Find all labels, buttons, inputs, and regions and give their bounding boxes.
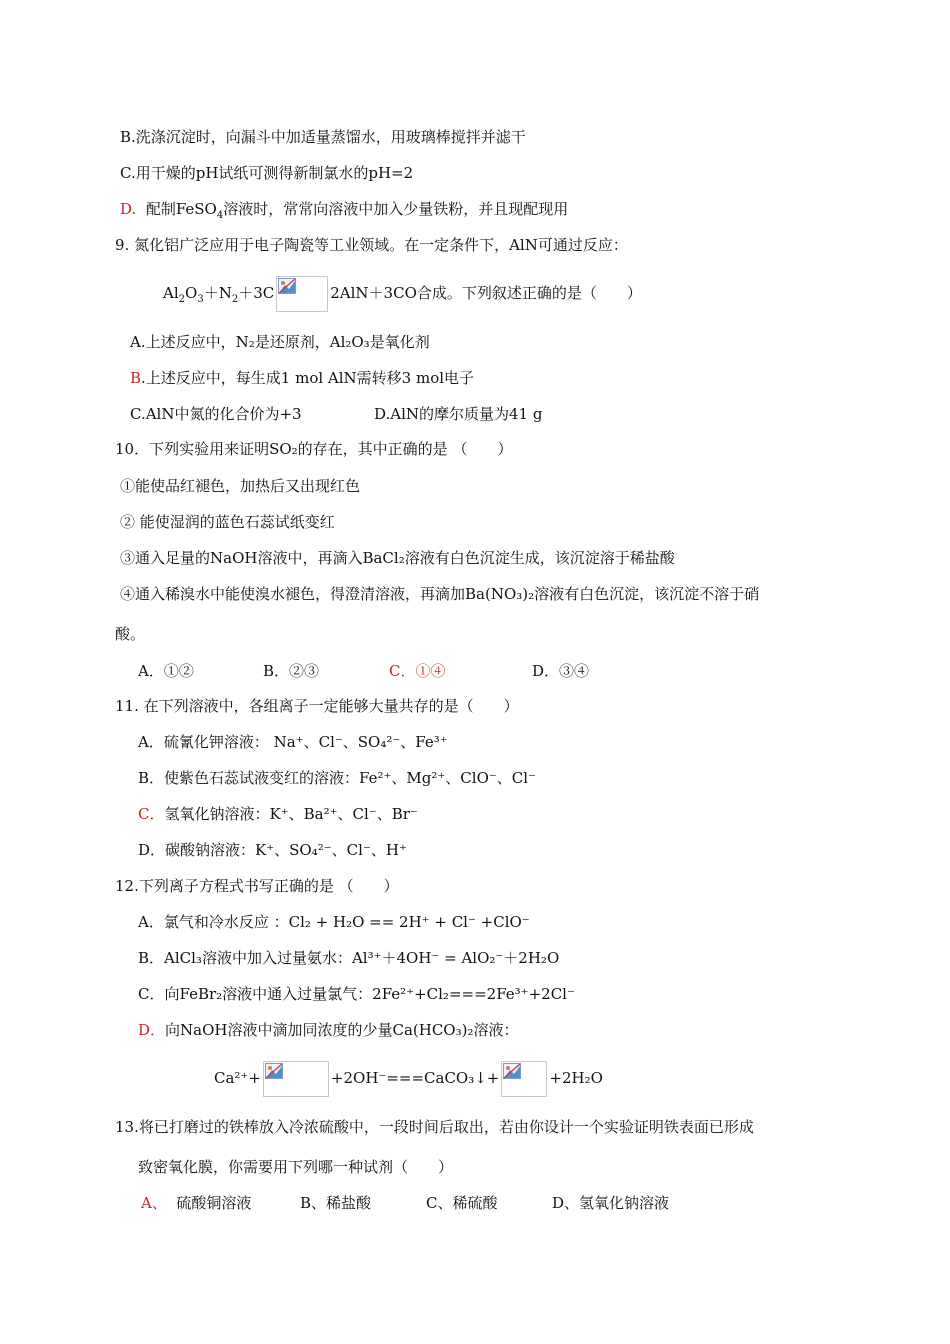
q10-option-c: C．①④ (389, 662, 446, 680)
q9-equation: $Al_2O_3+N_2+3C$ 2AlN＋3CO合成。下列叙述正确的是（ ） (163, 276, 642, 312)
q11-option-d: D．碳酸钠溶液：K⁺、SO₄²⁻、Cl⁻、H⁺ (138, 841, 407, 859)
q10-stem: 10．下列实验用来证明SO₂的存在，其中正确的是 （ ） (115, 440, 513, 458)
q8-option-c: C.用干燥的pH试纸可测得新制氯水的pH=2 (120, 164, 414, 182)
q9-stem: 9. 氮化铝广泛应用于电子陶瓷等工业领域。在一定条件下，AlN可通过反应： (115, 236, 628, 254)
q11-option-c: C．氢氧化钠溶液：K⁺、Ba²⁺、Cl⁻、Br⁻ (138, 805, 418, 823)
q9-option-d: D.AlN的摩尔质量为41 g (374, 405, 543, 423)
q8-option-d: D. 配制FeSO$_4$溶液时，常常向溶液中加入少量铁粉，并且现配现用 (120, 200, 569, 221)
q9-option-c: C.AlN中氮的化合价为+3 (130, 405, 302, 423)
q11-stem: 11. 在下列溶液中，各组离子一定能够大量共存的是（ ） (115, 697, 519, 715)
broken-image-icon (501, 1061, 547, 1097)
q13-stem: 13.将已打磨过的铁棒放入冷浓硫酸中，一段时间后取出，若由你设计一个实验证明铁表面已形成 (115, 1118, 754, 1136)
answer-letter: D． (138, 1021, 166, 1039)
q11-option-b: B．使紫色石蕊试液变红的溶液：Fe²⁺、Mg²⁺、ClO⁻、Cl⁻ (138, 769, 536, 787)
broken-image-icon (263, 1061, 329, 1097)
q12-option-d: D．向NaOH溶液中滴加同浓度的少量Ca(HCO₃)₂溶液： (138, 1021, 519, 1039)
broken-image-icon (276, 276, 328, 312)
q13-option-d: D、氢氧化钠溶液 (552, 1194, 670, 1212)
q12-option-a: A．氯气和冷水反应 ：Cl₂ + H₂O == 2H⁺ + Cl⁻ +ClO⁻ (138, 913, 530, 931)
q10-item-3: ③通入足量的NaOH溶液中，再滴入BaCl₂溶液有白色沉淀生成，该沉淀溶于稀盐酸 (120, 549, 675, 567)
q10-item-1: ①能使品红褪色，加热后又出现红色 (120, 477, 361, 495)
q9-option-b: B.上述反应中，每生成1 mol AlN需转移3 mol电子 (130, 369, 475, 387)
q13-option-c: C、稀硫酸 (426, 1194, 498, 1212)
q12-option-b: B．AlCl₃溶液中加入过量氨水：Al³⁺＋4OH⁻ = AlO₂⁻＋2H₂O (138, 949, 560, 967)
q13-option-a: A、 硫酸铜溶液 (141, 1194, 252, 1212)
q10-option-b: B．②③ (263, 662, 320, 680)
answer-letter: B (130, 369, 142, 387)
q10-item-4-cont: 酸。 (115, 625, 146, 643)
q10-item-4: ④通入稀溴水中能使溴水褪色，得澄清溶液，再滴加Ba(NO₃)₂溶液有白色沉淀，该沉淀不溶于硝 (120, 585, 760, 603)
q9-option-a: A.上述反应中，N₂是还原剂，Al₂O₃是氧化剂 (130, 333, 430, 351)
q12-d-equation: Ca²⁺+ +2OH⁻===CaCO₃↓+ +2H₂O (214, 1061, 603, 1097)
q10-option-a: A．①② (138, 662, 194, 680)
answer-letter: D. (120, 200, 137, 218)
q11-option-a: A．硫氰化钾溶液： Na⁺、Cl⁻、SO₄²⁻、Fe³⁺ (138, 733, 448, 751)
q10-option-d: D．③④ (532, 662, 590, 680)
q13-stem-cont: 致密氧化膜，你需要用下列哪一种试剂（ ） (138, 1158, 454, 1176)
answer-letter: A、 (141, 1194, 167, 1212)
q10-item-2: ② 能使湿润的蓝色石蕊试纸变红 (120, 513, 335, 531)
q8-option-b: B.洗涤沉淀时，向漏斗中加适量蒸馏水，用玻璃棒搅拌并滤干 (120, 128, 526, 146)
q12-stem: 12.下列离子方程式书写正确的是 （ ） (115, 877, 399, 895)
q13-option-b: B、稀盐酸 (300, 1194, 372, 1212)
answer-letter: C． (138, 805, 165, 823)
q12-option-c: C．向FeBr₂溶液中通入过量氯气：2Fe²⁺+Cl₂===2Fe³⁺+2Cl⁻ (138, 985, 575, 1003)
